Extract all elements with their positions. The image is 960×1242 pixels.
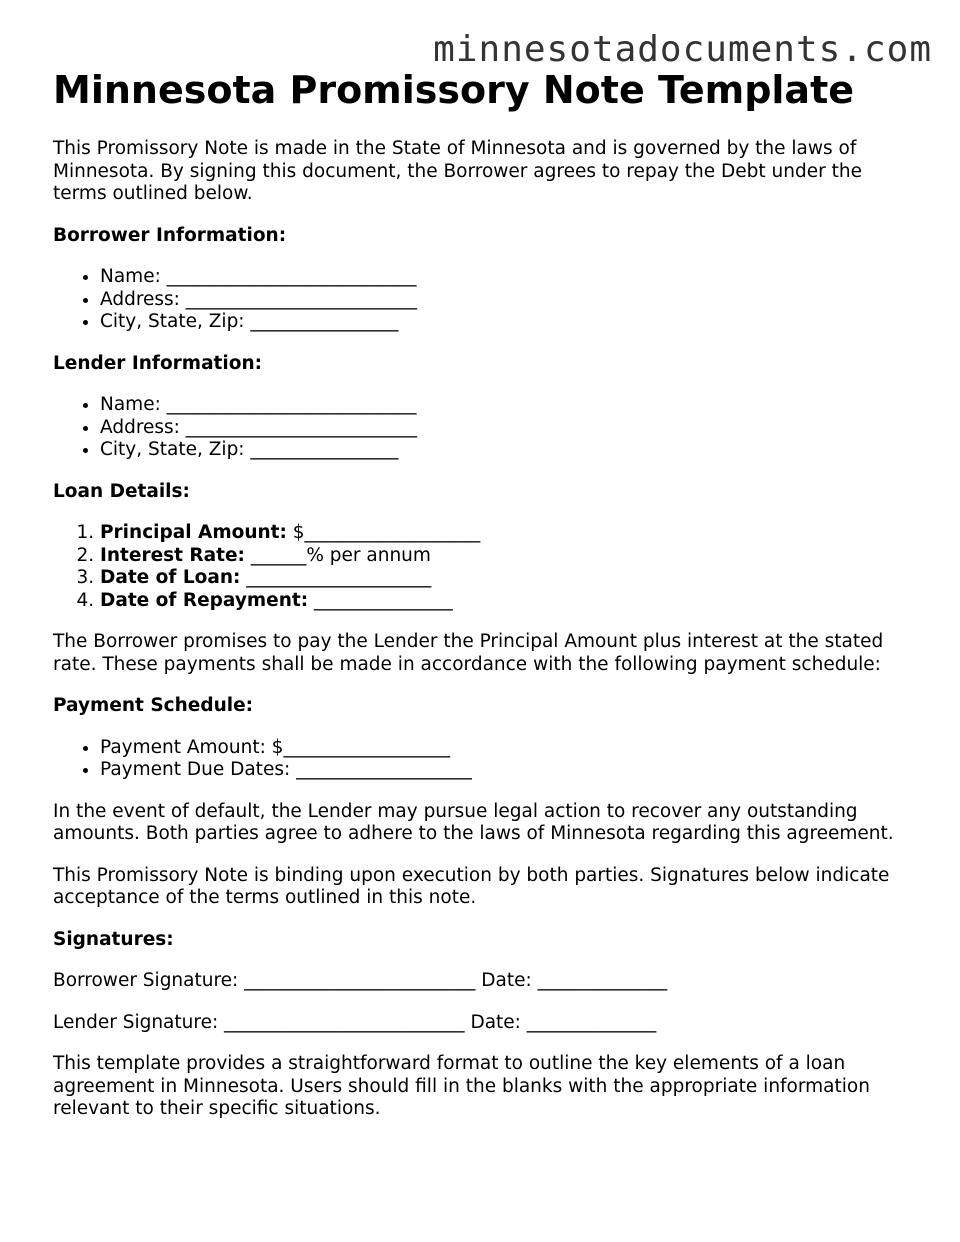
date-of-repayment-value: _______________	[308, 589, 453, 611]
schedule-heading: Payment Schedule:	[53, 695, 254, 716]
default-paragraph: In the event of default, the Lender may pursue legal action to recover any outstanding amounts. Both parties agree to adhere to the laws of Minnesota regarding this agreement.	[53, 800, 894, 844]
date-of-loan-value: ____________________	[240, 567, 432, 588]
lender-heading: Lender Information:	[53, 352, 263, 374]
promise-paragraph: The Borrower promises to pay the Lender the Principal Amount plus interest at the stated rate. These payments shall be made in accordance with the following payment schedule:	[53, 631, 884, 675]
date-of-loan-item	[100, 567, 913, 590]
principal-amount-item	[100, 522, 913, 545]
binding-paragraph: This Promissory Note is binding upon execution by both parties. Signatures below indicate acceptance of the terms outlined in this note.	[53, 864, 890, 908]
principal-amount-label: Principal Amount:	[100, 522, 287, 543]
date-of-loan-label: Date of Loan:	[100, 567, 241, 588]
borrower-list	[53, 266, 913, 334]
schedule-list	[53, 737, 913, 782]
payment-amount-field: • Payment Amount: $__________________	[100, 737, 913, 760]
lender-address-field: • Address: _________________________	[100, 417, 913, 440]
lender-list	[53, 394, 913, 462]
payment-due-dates-field: • Payment Due Dates: ___________________	[100, 759, 913, 782]
page-title: Minnesota Promissory Note Template	[53, 68, 855, 112]
borrower-heading: Borrower Information:	[53, 224, 287, 246]
lender-signature-line: Lender Signature: __________________________ Date: ______________	[53, 1011, 657, 1033]
loan-heading: Loan Details:	[53, 480, 190, 502]
borrower-name-field: • Name: ___________________________	[100, 266, 913, 289]
borrower-signature-line: Borrower Signature: _________________________ Date: ______________	[53, 970, 668, 991]
interest-rate-item	[100, 545, 913, 568]
interest-rate-label: Interest Rate:	[100, 544, 245, 566]
lender-city-field: • City, State, Zip: ________________	[100, 439, 913, 462]
borrower-city-field: • City, State, Zip: ________________	[100, 311, 913, 334]
watermark-text: minnesotadocuments.com	[433, 29, 932, 70]
signatures-heading: Signatures:	[53, 928, 174, 950]
interest-rate-value: ______% per annum	[244, 544, 431, 566]
document-page	[53, 66, 913, 1121]
loan-details-list	[53, 522, 913, 612]
date-of-repayment-item	[100, 590, 913, 613]
lender-name-field: • Name: ___________________________	[100, 394, 913, 417]
intro-paragraph: This Promissory Note is made in the State of Minnesota and is governed by the laws of Minnesota. By signing this document, the Borrower agrees to repay the Debt under the terms outlined below.	[53, 138, 862, 204]
date-of-repayment-label: Date of Repayment:	[100, 589, 309, 611]
principal-amount-value: $___________________	[286, 522, 481, 543]
borrower-address-field: • Address: _________________________	[100, 289, 913, 312]
closing-paragraph: This template provides a straightforward format to outline the key elements of a loan agreement in Minnesota. Users should fill in the blanks with the appropriate information relevant to their specific situations.	[53, 1053, 870, 1119]
